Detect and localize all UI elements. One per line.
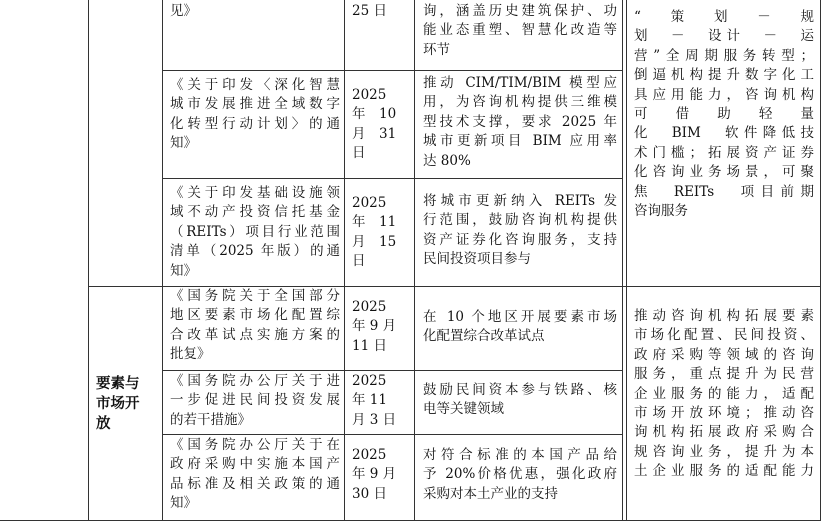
law-title-line: 批复》: [170, 346, 211, 363]
impact-line: 可 借 助 轻 量: [634, 106, 814, 123]
content-line: 达 80%: [423, 152, 471, 169]
impact-line: 咨询服务: [634, 203, 688, 220]
impact-line: 焦 REITs 项目前期: [634, 183, 814, 200]
date-line: 2025: [352, 373, 387, 389]
impact-line: 营”全周期服务转型；: [634, 47, 814, 64]
content-cell: [423, 446, 617, 504]
law-title-line: 地区要素市场化配置综: [170, 307, 340, 324]
content-cell: [423, 2, 617, 60]
impact-line: 政府采购等领域的咨询: [634, 346, 814, 363]
law-title-cell: [170, 287, 340, 365]
content-cell: [423, 308, 617, 347]
impact-line: 企业服务的能力，适配: [634, 385, 814, 402]
date-line: 2025: [352, 447, 387, 463]
content-line: 予 20%价格优惠，强化政府: [423, 466, 617, 483]
date-line: 年 11: [352, 392, 387, 409]
law-title-line: 知》: [170, 495, 197, 512]
date-line: 年 9 月: [352, 466, 397, 483]
law-title-line: 《关于印发基础设施领: [170, 185, 340, 201]
law-title-line: 的若干措施》: [170, 411, 251, 428]
table-border-right: [820, 0, 821, 521]
date-cell: [352, 86, 412, 164]
table-border-left: [88, 0, 89, 521]
impact-cell: [634, 307, 814, 482]
law-title-line: 清单（2025 年版）的通: [170, 243, 340, 260]
impact-line: 推动咨询机构拓展要素: [634, 308, 814, 324]
content-line: 能业态重塑、智慧化改造等: [423, 22, 617, 39]
law-title-line: 城市发展推进全域数字: [170, 96, 340, 113]
content-line: 民间投资项目参与: [423, 251, 531, 268]
content-line: 询，涵盖历史建筑保护、功: [423, 3, 617, 19]
date-cell: [352, 446, 412, 504]
category-line: 放: [96, 416, 111, 432]
date-cell: [352, 2, 412, 21]
law-title-line: 化转型行动计划〉的通: [170, 115, 340, 132]
date-line: 年 9 月: [352, 318, 397, 335]
law-title-line: 《国务院办公厅关于进: [170, 373, 340, 389]
table-border-bottom: [0, 520, 821, 521]
row-divider: [162, 370, 622, 371]
content-line: 行范围，鼓励咨询机构提供: [423, 212, 617, 229]
impact-line: “ 策 划 － 规: [634, 9, 814, 25]
law-title-line: 《关于印发〈深化智慧: [170, 77, 340, 93]
date-line: 2025: [352, 195, 387, 211]
content-line: 鼓励民间资本参与铁路、核: [423, 382, 617, 398]
date-line: 30 日: [352, 485, 387, 502]
date-line: 日: [352, 253, 366, 270]
date-line: 年 10: [352, 106, 397, 123]
date-line: 月 31: [352, 125, 397, 142]
row-divider: [162, 70, 622, 71]
row-divider: [162, 178, 622, 179]
law-title-line: 品标准及相关政策的通: [170, 475, 340, 492]
impact-line: 划 － 设计 － 运: [634, 28, 814, 45]
law-title-line: 域不动产投资信托基金: [170, 204, 340, 221]
law-title-line: （REITs）项目行业范围: [170, 223, 340, 240]
content-line: 城市更新项目 BIM 应用率: [423, 133, 617, 150]
impact-cell: [634, 8, 814, 221]
impact-line: 市场化配置、民间投资、: [634, 327, 814, 344]
impact-line: 规咨询业务，提升为本: [634, 443, 814, 460]
date-line: 月 3 日: [352, 411, 397, 428]
date-line: 年 11: [352, 214, 397, 231]
law-title-cell: [170, 2, 340, 21]
content-cell: [423, 74, 617, 171]
table-divider-content-inner: [626, 0, 627, 521]
date-line: 2025: [352, 87, 387, 103]
category-line: 市场开: [96, 396, 140, 412]
impact-line: 倒逼机构提升数字化工: [634, 67, 814, 84]
content-cell: [423, 192, 617, 270]
law-title-line: 一步促进民间投资发展: [170, 392, 340, 409]
date-cell: [352, 194, 412, 272]
date-line: 2025: [352, 299, 387, 315]
date-line: 日: [352, 145, 366, 162]
content-line: 化配置综合改革试点: [423, 328, 545, 345]
impact-line: 具应用能力，咨询机构: [634, 86, 814, 103]
impact-line: 化 BIM 软件降低技: [634, 125, 814, 142]
content-line: 采购对本土产业的支持: [423, 485, 558, 502]
law-title-line: 合改革试点实施方案的: [170, 326, 340, 343]
table-divider-category: [162, 0, 163, 521]
content-line: 对符合标准的本国产品给: [423, 447, 617, 463]
law-title-line: 知》: [170, 262, 197, 279]
law-title-line: 见》: [170, 3, 197, 19]
impact-line: 化咨询业务场景，可聚: [634, 164, 814, 181]
content-line: 资产证券化咨询服务，支持: [423, 231, 617, 248]
table-divider-content: [622, 0, 623, 521]
impact-line: 术门槛；拓展资产证券: [634, 144, 814, 161]
date-line: 月 15: [352, 233, 397, 250]
table-divider-law: [344, 0, 345, 521]
impact-line: 市场开放环境；推动咨: [634, 405, 814, 422]
law-title-line: 政府采购中实施本国产: [170, 456, 340, 473]
impact-line: 服务，重点提升为民营: [634, 366, 814, 383]
law-title-line: 《国务院办公厅关于在: [170, 437, 340, 453]
impact-line: 询机构拓展政府采购合: [634, 424, 814, 441]
law-title-cell: [170, 372, 340, 430]
law-title-line: 知》: [170, 135, 197, 152]
law-title-line: 《国务院关于全国部分: [170, 288, 340, 304]
law-title-cell: [170, 184, 340, 281]
date-cell: [352, 372, 412, 430]
impact-line: 土企业服务的适配能力: [634, 463, 814, 480]
content-line: 用，为咨询机构提供三维模: [423, 94, 617, 111]
content-line: 推动 CIM/TIM/BIM 模型应: [423, 75, 617, 91]
content-line: 型技术支撑，要求 2025 年: [423, 113, 617, 130]
table-divider-date: [414, 0, 415, 521]
content-line: 将城市更新纳入 REITs 发: [423, 193, 617, 209]
date-cell: [352, 298, 412, 356]
row-divider: [162, 434, 622, 435]
category-line: 要素与: [96, 376, 140, 392]
content-line: 在 10 个地区开展要素市场: [423, 309, 617, 325]
content-line: 电等关键领域: [423, 401, 504, 418]
law-title-cell: [170, 436, 340, 514]
date-line: 25 日: [352, 3, 387, 19]
content-line: 环节: [423, 41, 450, 58]
content-cell: [423, 381, 617, 420]
date-line: 11 日: [352, 337, 387, 354]
category-label: [96, 374, 158, 434]
law-title-cell: [170, 76, 340, 154]
